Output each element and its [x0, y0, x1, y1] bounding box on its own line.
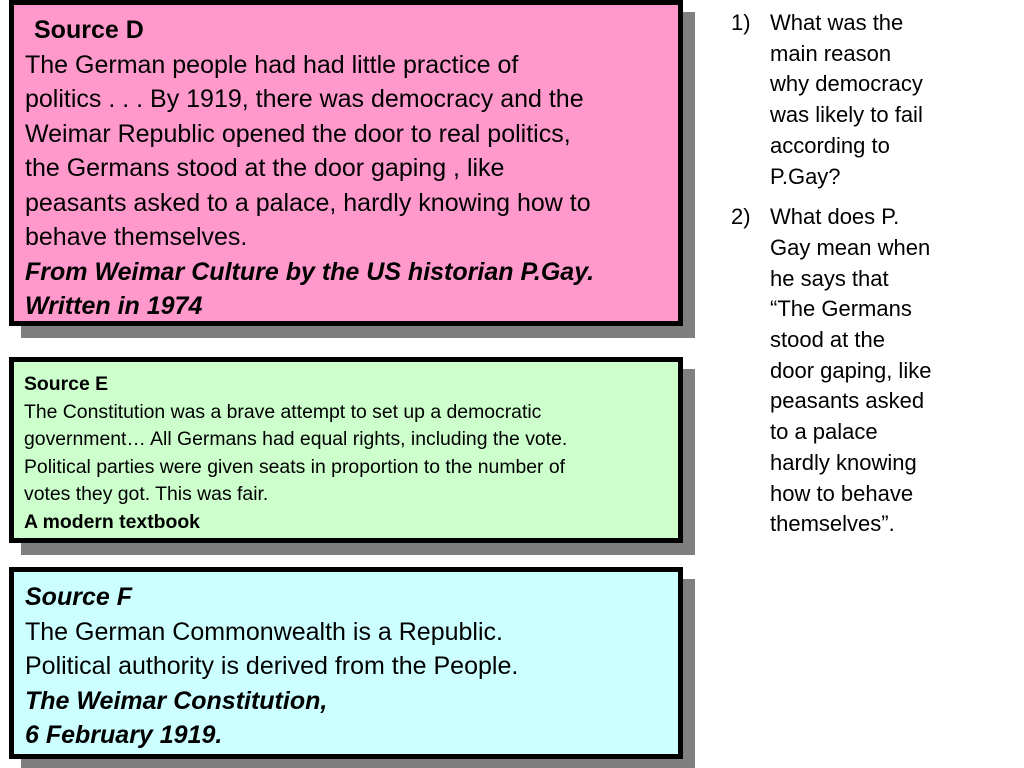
- source-f-body-line: The German Commonwealth is a Republic.: [25, 617, 503, 646]
- question-item: [731, 8, 971, 192]
- source-f-heading: Source F: [25, 583, 132, 611]
- question-line: stood at the: [770, 327, 885, 353]
- source-d-attribution: From Weimar Culture by the US historian P.Gay.: [25, 257, 595, 286]
- source-d-heading: Source D: [34, 16, 144, 44]
- question-line: What does P.: [770, 204, 900, 230]
- source-e-body-line: votes they got. This was fair.: [24, 483, 269, 505]
- source-d-box: [9, 0, 683, 326]
- question-line: “The Germans: [770, 296, 912, 322]
- source-f-box: [9, 567, 683, 759]
- question-line: he says that: [770, 265, 889, 291]
- question-number: 1): [731, 10, 751, 35]
- source-d-body-line: peasants asked to a palace, hardly knowing how to: [25, 188, 591, 217]
- question-line: Gay mean when: [770, 234, 931, 260]
- question-line: P.Gay?: [770, 163, 841, 189]
- source-e-body-line: government… All Germans had equal rights, including the vote.: [24, 428, 568, 450]
- question-line: hardly knowing: [770, 449, 917, 475]
- source-e-body-line: The Constitution was a brave attempt to set up a democratic: [24, 400, 542, 423]
- question-line: peasants asked: [770, 388, 925, 414]
- source-e-attribution: A modern textbook: [24, 510, 200, 533]
- question-line: main reason: [770, 40, 892, 66]
- question-line: What was the: [770, 10, 904, 35]
- source-f-attribution: 6 February 1919.: [25, 721, 223, 749]
- question-line: to a palace: [770, 419, 878, 445]
- question-line: was likely to fail: [770, 102, 923, 128]
- source-e-box: [9, 357, 683, 543]
- source-d-body-line: The German people had had little practice of: [25, 50, 519, 79]
- source-e-heading: Source E: [24, 373, 109, 395]
- source-d-attribution: Written in 1974: [25, 292, 203, 320]
- source-f-body-line: Political authority is derived from the People.: [25, 652, 519, 680]
- source-d-body-line: politics . . . By 1919, there was democracy and the: [25, 85, 584, 113]
- question-line: according to: [770, 132, 890, 158]
- question-number: 2): [731, 204, 751, 230]
- question-line: themselves”.: [770, 511, 895, 537]
- question-line: door gaping, like: [770, 357, 932, 383]
- source-f-attribution: The Weimar Constitution,: [25, 686, 328, 715]
- source-d-body-line: the Germans stood at the door gaping , like: [25, 154, 505, 182]
- question-item: [731, 202, 971, 540]
- question-line: how to behave: [770, 480, 914, 506]
- question-line: why democracy: [770, 71, 923, 97]
- source-d-body-line: behave themselves.: [25, 223, 248, 251]
- source-e-body-line: Political parties were given seats in proportion to the number of: [24, 455, 566, 478]
- source-d-body-line: Weimar Republic opened the door to real politics,: [25, 119, 571, 148]
- question-list: [731, 8, 971, 540]
